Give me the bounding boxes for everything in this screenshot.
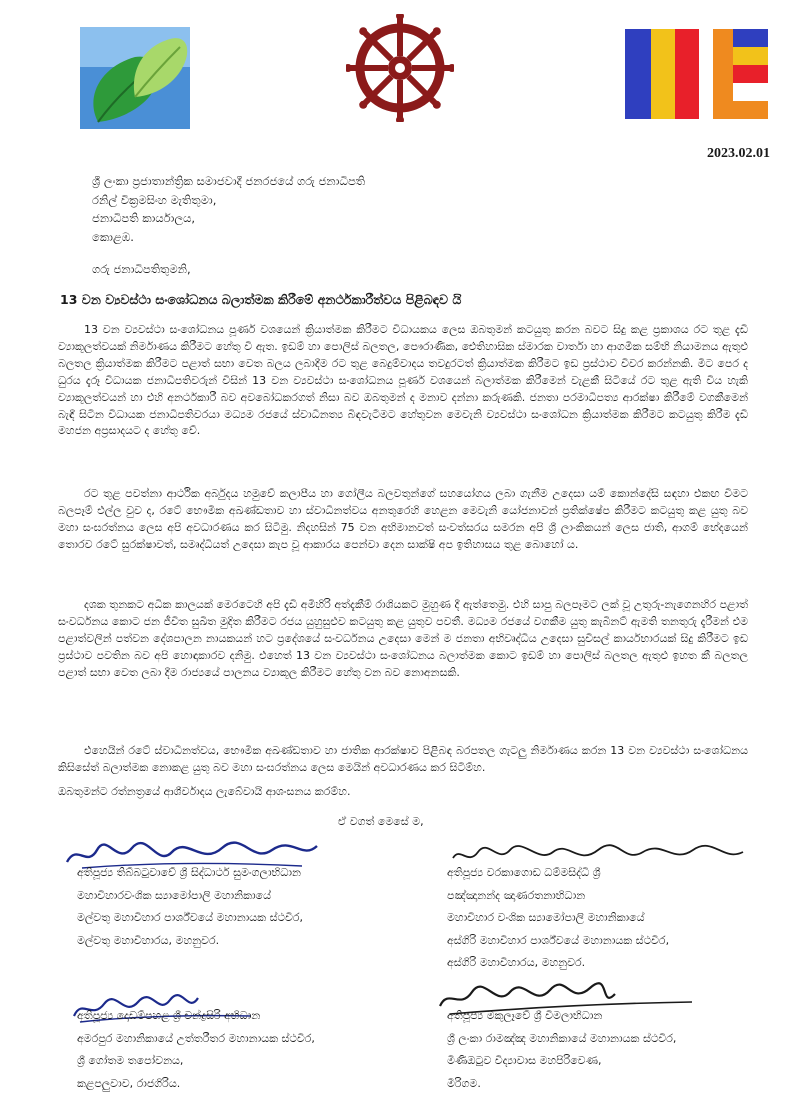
signatory-line: මල්වතු මහාවිහාරය, මහනුවර. — [77, 933, 220, 947]
letter-date: 2023.02.01 — [707, 146, 770, 161]
signatory-line: අස්ගිරි මහාවිහාර පාර්ශ්වයේ මහානායක ස්ථවිර, — [447, 933, 670, 947]
signatory-line: මීරිගම. — [447, 1076, 481, 1090]
signatory-line: මල්වතු මහාවිහාර පාර්ශ්වයේ මහානායක ස්ථවිර, — [77, 911, 304, 924]
signatory-line: මහාවිහාරවංශික ස්‍යාමෝපාලි මහානිකායේ — [77, 888, 272, 902]
signatory-line: අතිපූජ්‍ය දොඩම්පහළ ශ්‍රී චන්ද්‍රසිරි අභිධාන — [77, 1009, 261, 1022]
wheel-spoke — [408, 40, 428, 60]
blessing-line: ඔබතුමන්ට රත්නත්‍රයේ ආශීර්වාදය ලැබේවායි ආශංසනය කරම්හ. — [58, 785, 351, 798]
address-line: රනිල් වික්‍රමසිංහ මැතිතුමා, — [92, 192, 217, 207]
signatory-4 — [447, 1005, 676, 1095]
bodhi-leaf-logo — [80, 27, 190, 129]
salutation: ගරු ජනාධිපතිතුමනි, — [92, 262, 191, 276]
signatory-line: කළපලුවාව, රාජගිරිය. — [77, 1076, 181, 1090]
closing-line: ඒ වගත් මෙසේ ම, — [338, 815, 424, 828]
wheel-spoke — [372, 76, 392, 96]
body-paragraph: දශක තුනකට අධික කාලයක් මෙරටෙහි අපි දැඩි අමිහිරි අත්දැකීම් රාශියකට මුහුණ දී ඇත්තෙමු. එහි සාපු බලපෑමට ලක් වූ උතුරු-නැගෙනහිර පළාත් සංවර්ධනය කොට ජන ජීවිත සුඛිත මුදිත කිරීමට රජය යුහුසුළුව කටයුතු කළ යුතුව පවතී. මධ්‍යම රජයේ වගකීම යුතු කැබිනට් ඇමති තනතුරු දැරීමන් එම පළාත්වලින් පත්වන දේශපාලන නායකයන් හට ප්‍රදේශයේ සංවර්ධනය උදෙසා මෙන් ම ජනතා අභිවෘද්ධිය උදෙසා සුවිසල් කාර්යභාරයක් සිදු කිරීමට ඉඩ ප්‍රස්ථාව පවතින බව අපි හොඳාකාරව දනිමු. එහෙත් 13 වන ව්‍යවස්ථා සංශෝධනය බලාත්මක කොට ඉඩම් හා පොලිස් බලතල ඇතුළු ඉහත කී බලතල පළාත් සභා වෙත ලබා දීම රාජ්‍යයේ පාලනය ව්‍යාකූල කිරීමට හේතු වන බව නොඅනසකි. — [58, 598, 748, 679]
wheel-knob — [359, 101, 367, 109]
signatory-line: මිණිඔටුව විද්‍යාවාස මහපිරිවෙණ, — [447, 1054, 602, 1067]
wheel-knob — [433, 101, 441, 109]
signatory-line: පඤ්ඤානන්ද ඤාණරතනාභිධාන — [447, 888, 586, 902]
signatory-3 — [77, 1005, 315, 1095]
signatory-line: ශ්‍රී ලංකා රාමඤ්ඤ මහානිකායේ මහානායක ස්ථවිර, — [447, 1031, 677, 1045]
signatory-line: අතිපූජ්‍ය තිබ්බටුවාවේ ශ්‍රී සිද්ධාර්ථ සුමංගලාභිධාන — [77, 866, 301, 879]
signatory-line: අතිපූජ්‍ය මකුලෑවේ ශ්‍රී විමලාභිධාන — [447, 1009, 603, 1022]
letter-subject: 13 වන ව්‍යවස්ථා සංශෝධනය බලාත්මක කිරීමේ අනර්ථකාරීත්වය පිළිබඳව යි — [60, 292, 462, 307]
address-line: ශ්‍රී ලංකා ප්‍රජාතාන්ත්‍රික සමාජවාදී ජනරජයේ ගරු ජනාධිපති — [92, 174, 366, 188]
signatory-line: අස්ගිරි මහාවිහාරය, මහනුවර. — [447, 956, 586, 969]
address-line: ජනාධිපති කාර්යාලය, — [92, 211, 196, 225]
recipient-address — [92, 172, 365, 246]
wheel-knob — [359, 27, 367, 35]
dharma-wheel-logo — [346, 14, 454, 122]
signatory-line: අතිපූජ්‍ය වරකාගොඩ ධම්මසිද්ධි ශ්‍රී — [447, 866, 601, 879]
wheel-spoke — [408, 76, 428, 96]
body-paragraph: එහෙයින් රටේ ස්වාධීනත්වය, භෞමික අඛණ්ඩතාව හා ජාතික ආරක්ෂාව පිළිබඳ බරපතල ගැටලු නිර්මාණය කරන 13 වන ව්‍යවස්ථා සංශෝධනය කිසිසේත් බලාත්මක නොකළ යුතු බව මහා සංඝරත්නය ලෙස මෙයින් අවධාරණය කර සිටිම්හ. — [58, 744, 748, 774]
signatory-line: අමරපුර මහානිකායේ උත්තරීතර මහානායක ස්ථවිර, — [77, 1031, 315, 1045]
wheel-spoke — [372, 40, 392, 60]
body-paragraph: රට තුළ පවත්නා ආර්ථික අර්බුදය හමුවේ කලාපීය හා ගෝලීය බලවතුන්ගේ සහයෝගය ලබා ගැනීම උදෙසා යම් කොන්දේසි සඳහා එකඟ වීමට බලපෑම් එල්ල වුව ද, රටේ භෞමික අඛණ්ඩතාව හා ස්වාධීනත්වය අනතුරෙහි හෙළන මෙවැනි යෝජනාවන් ප්‍රතික්ෂේප කිරීමට කටයුතු කළ යුතු බව මහා සංඝරත්නය ලෙස අපි අවධාරණය කර සිටිමු. නිදහසින් 75 වන අභිමානවත් සංවත්සරය සමරන අපි ශ්‍රී ලාංකිකයන් ලෙස ජාති, ආගම් භේදයෙන් තොරව රටේ සුරක්ෂාවත්, සමෘද්ධියත් උදෙසා කැප වූ ආකාරය පෙන්වා දෙන සාක්ෂි අප ඉතිහාසය තුළ බොහෝ ය. — [58, 487, 748, 551]
signatory-line: ශ්‍රී ගෝතම තපෝවනය, — [77, 1054, 184, 1067]
signatory-2 — [447, 862, 669, 975]
wheel-knob — [433, 27, 441, 35]
signatory-line: මහාවිහාර වංශික ස්‍යාමෝපාලි මහානිකායේ — [447, 911, 645, 924]
buddhist-flag-logo — [625, 29, 768, 119]
address-line: කොළඹ. — [92, 229, 134, 244]
signatory-1 — [77, 862, 303, 952]
body-paragraph: 13 වන ව්‍යවස්ථා සංශෝධනය පූර්ණ වශයෙන් ක්‍රියාත්මක කිරීමට විධායකය ලෙස ඔබතුමන් කටයුතු කරන බවට සිදු කළ ප්‍රකාශය රට තුළ දැඩි ව්‍යාකූලත්වයක් නිර්මාණය කිරීමට හේතු වී ඇත. ඉඩම් හා පොලිස් බලතල, පෞරාණික, ඓතිහාසික ස්මාරක වාර්තා හා ආගමික සම්භි නියාමනය ඇතුළු බලතල ක්‍රියාත්මක කිරීමට පළාත් සභා වෙත බලය ලබාදීම රට තුළ බෙදුම්වාදය තවදුරටත් ක්‍රියාත්මක කිරීමට ඉඩ ප්‍රස්ථාව විවර කරන්නකි. මීට පෙර ද ධුරය දැරූ විධායක ජනාධිපතිවරුන් විසින් 13 වන ව්‍යවස්ථා සංශෝධනය පූර්ණ වශයෙන් බලාත්මක කිරීමෙන් වැළකී සිටියේ රට තුළ ඇති විය හැකි ව්‍යාකූලත්වයන් හා එහි අනර්ථකාරී බව අවබෝධකරගත් නිසා බව ඔබතුමන් ද මනාව දන්නා කරුණකි. ජනතා පරමාධිපත්‍ය ආරක්ෂා කිරීමේ වගකීමෙන් බැඳී සිටින විධායක ජනාධිපතිවරයා මධ්‍යම රජයේ ස්වාධීනත්‍ය බිඳවැටීමට හේතුවන මෙවැනි ව්‍යවස්ථා සංශෝධන ක්‍රියාත්මක කිරීමට කටයුතු කිරීම දැඩි මහජන අප්‍රසාදයට ද හේතු වේ. — [58, 323, 748, 438]
